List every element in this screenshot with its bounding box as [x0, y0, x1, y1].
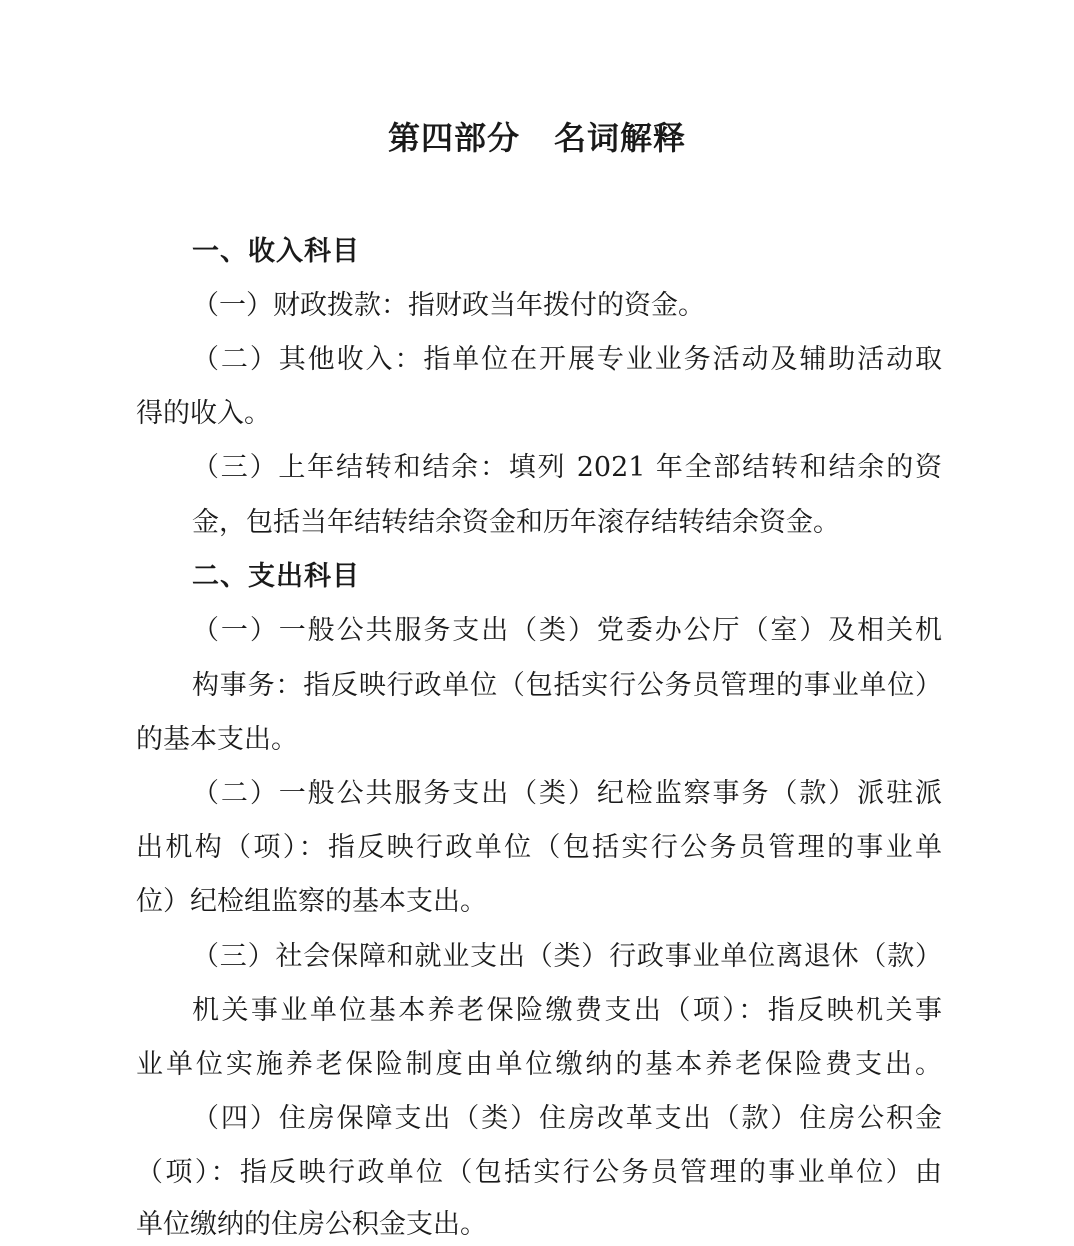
- paragraph-line: （三）上年结转和结余：填列 2021 年全部结转和结余的资: [192, 452, 942, 483]
- paragraph-line: （二）一般公共服务支出（类）纪检监察事务（款）派驻派: [192, 778, 942, 809]
- paragraph-line: （四）住房保障支出（类）住房改革支出（款）住房公积金: [192, 1103, 942, 1134]
- paragraph-line: 位）纪检组监察的基本支出。: [136, 886, 487, 917]
- page-title: [0, 114, 1074, 162]
- paragraph-line: 构事务：指反映行政单位（包括实行公务员管理的事业单位）: [192, 670, 942, 701]
- paragraph-line: （二）其他收入：指单位在开展专业业务活动及辅助活动取: [192, 344, 942, 375]
- section-heading-income: 一、收入科目: [192, 236, 360, 267]
- title-name: 名词解释: [554, 119, 687, 157]
- paragraph-line: （项）：指反映行政单位（包括实行公务员管理的事业单位）由: [136, 1157, 942, 1188]
- title-part: 第四部分: [387, 119, 520, 157]
- paragraph-line: （三）社会保障和就业支出（类）行政事业单位离退休（款）: [192, 941, 942, 972]
- paragraph-line: 的基本支出。: [136, 724, 298, 755]
- paragraph-line: 出机构（项）：指反映行政单位（包括实行公务员管理的事业单: [136, 832, 942, 863]
- paragraph-line: 得的收入。: [136, 398, 271, 429]
- paragraph-line: 机关事业单位基本养老保险缴费支出（项）：指反映机关事: [192, 995, 942, 1026]
- paragraph-line: 单位缴纳的住房公积金支出。: [136, 1209, 487, 1240]
- paragraph-line: 金，包括当年结转结余资金和历年滚存结转结余资金。: [192, 507, 840, 538]
- paragraph-line: （一）一般公共服务支出（类）党委办公厅（室）及相关机: [192, 615, 942, 646]
- paragraph-line: 业单位实施养老保险制度由单位缴纳的基本养老保险费支出。: [136, 1049, 942, 1080]
- section-heading-expenditure: 二、支出科目: [192, 561, 360, 592]
- paragraph-line: （一）财政拨款：指财政当年拨付的资金。: [192, 290, 705, 321]
